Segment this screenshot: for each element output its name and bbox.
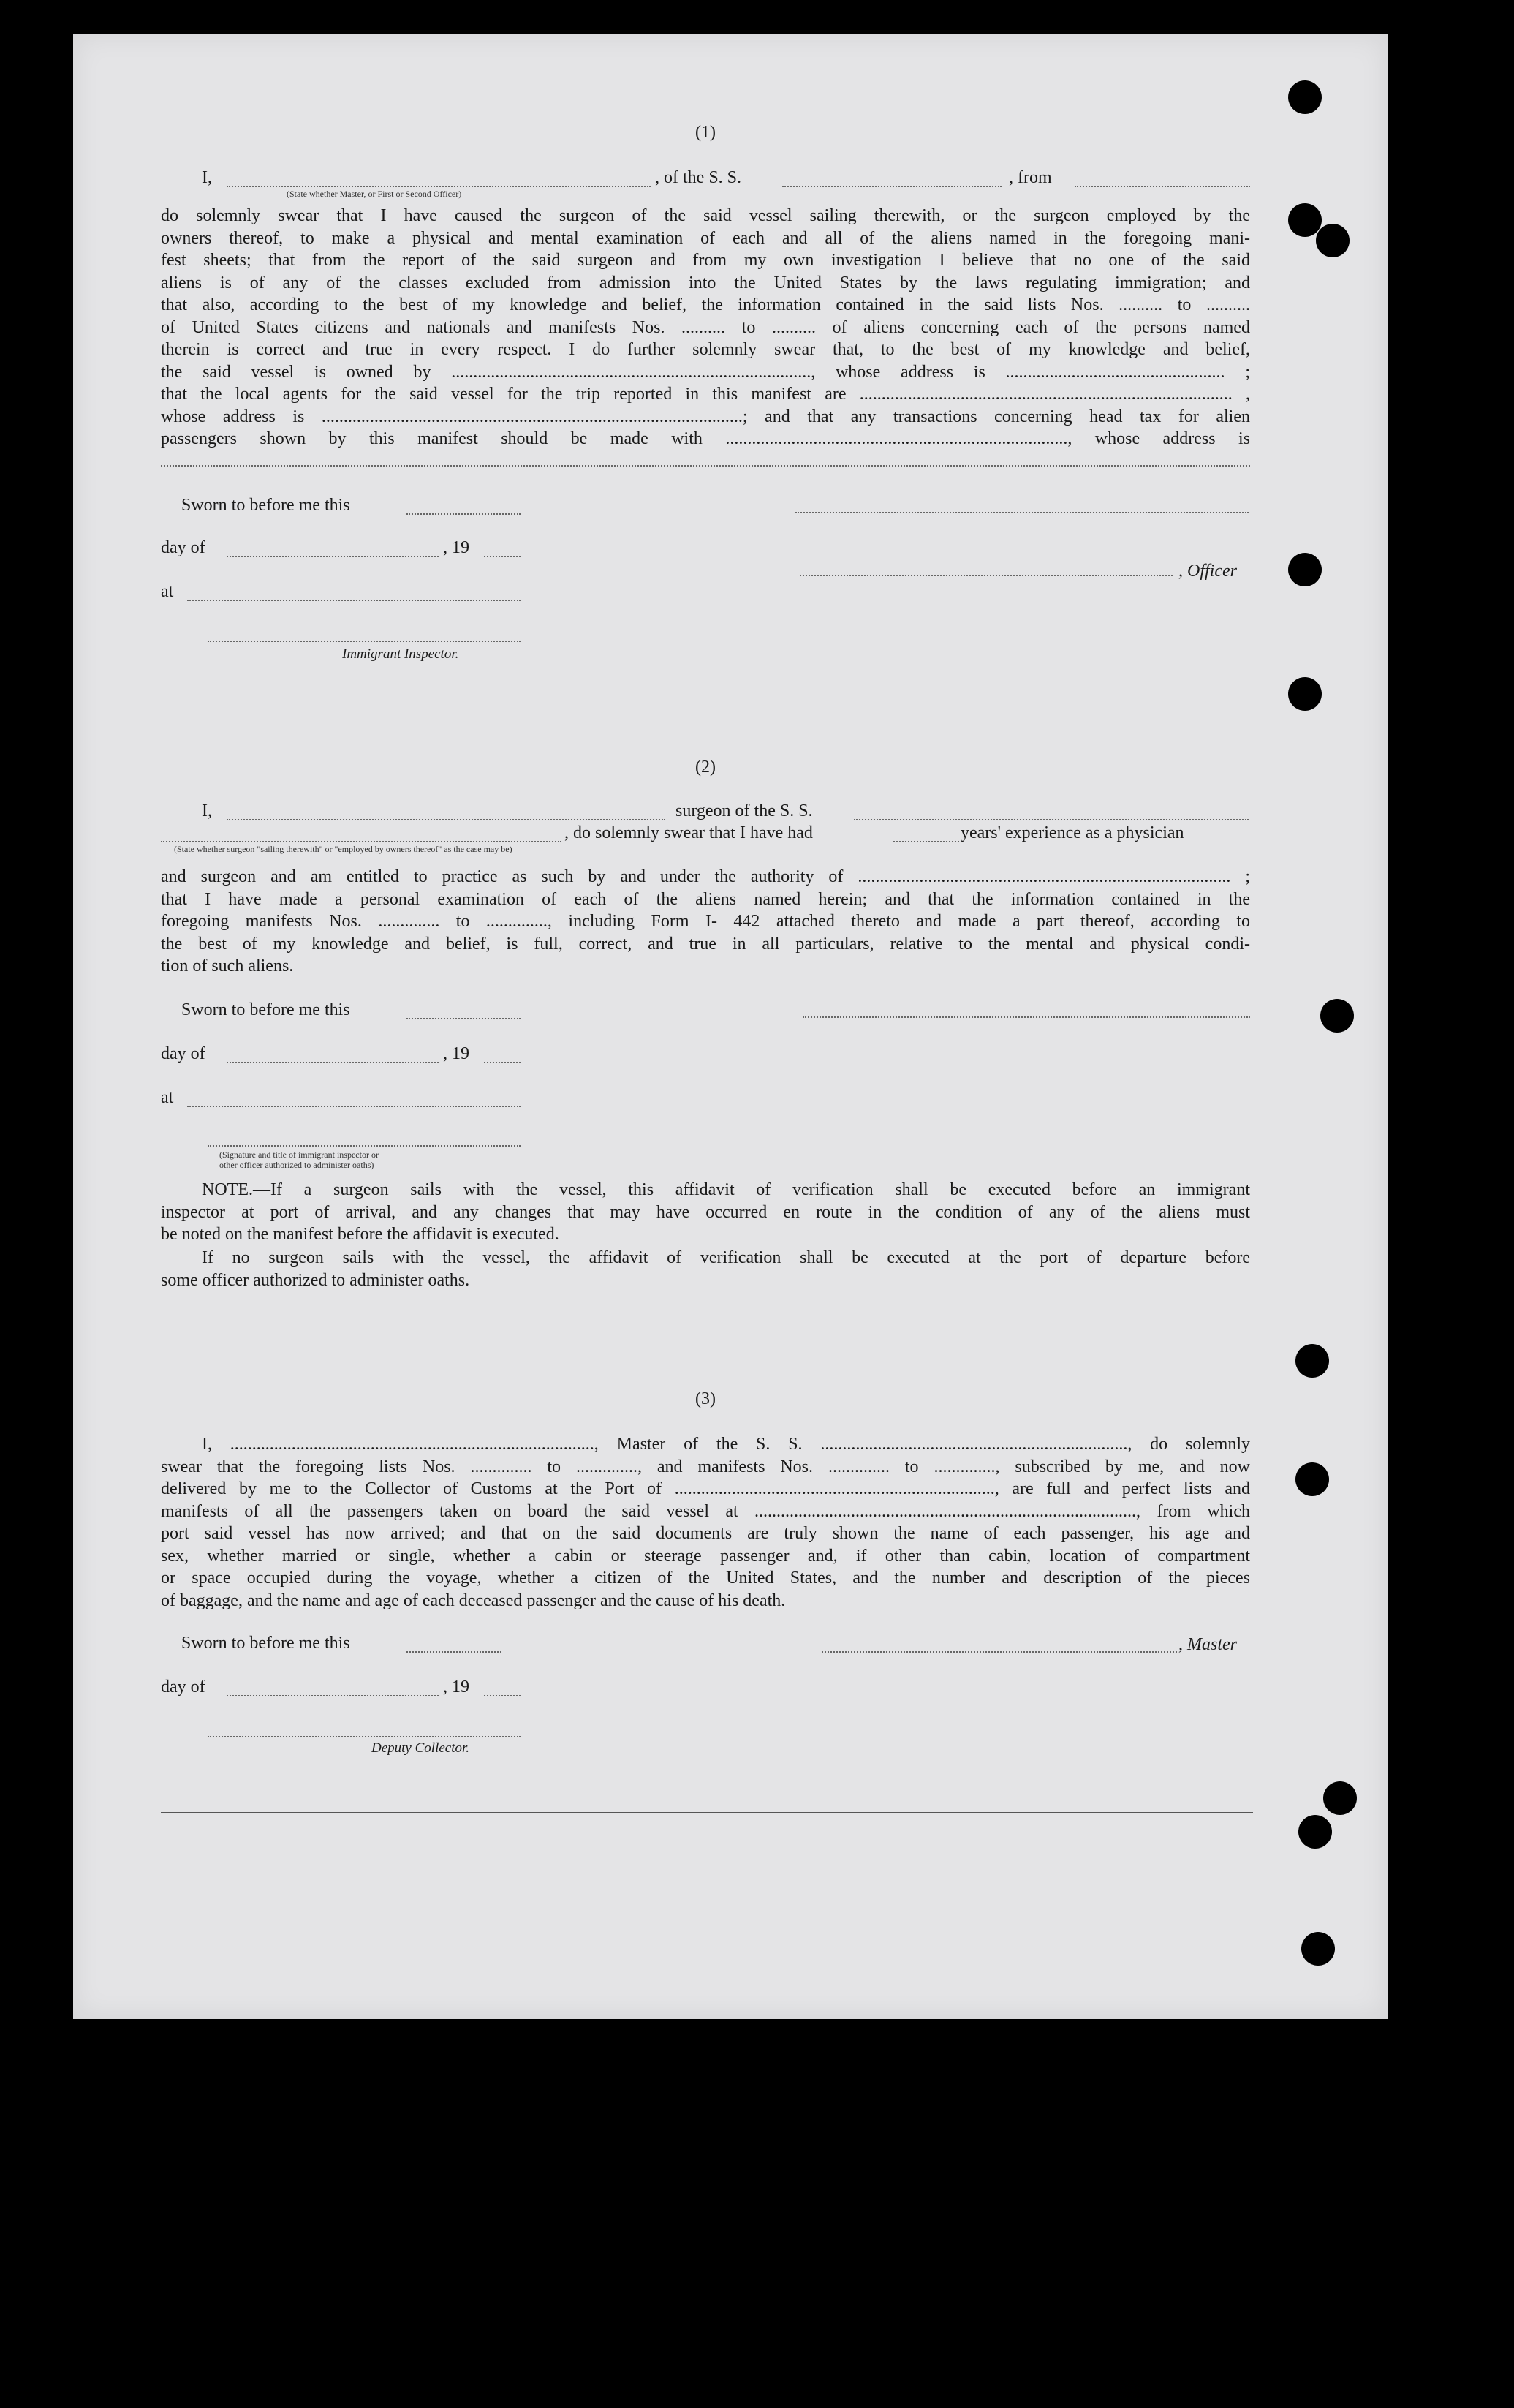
blank-field bbox=[161, 841, 561, 842]
section1-line: therein is correct and true in every respect. I do further solemnly swear that, to the best of my knowledge and belief, bbox=[161, 340, 1250, 359]
section2-line: foregoing manifests Nos. .............. to .............., including Form I- 442 attached thereto and made a part thereof, according to bbox=[161, 912, 1250, 931]
at-label: at bbox=[161, 1088, 174, 1107]
section-number: (2) bbox=[695, 758, 716, 777]
sworn-label: Sworn to before me this bbox=[181, 1634, 350, 1653]
section1-line: passengers shown by this manifest should be made with .............................................................................., whose address is bbox=[161, 429, 1250, 448]
section1-line: owners thereof, to make a physical and mental examination of each and all of the aliens named in the foregoing mani- bbox=[161, 228, 1250, 248]
punch-hole bbox=[1320, 999, 1354, 1033]
section-number: (1) bbox=[695, 123, 716, 142]
year-label: , 19 bbox=[443, 538, 469, 557]
field-caption: (State whether Master, or First or Second Officer) bbox=[287, 189, 462, 199]
note-line: be noted on the manifest before the affidavit is executed. bbox=[161, 1225, 559, 1244]
sworn-label: Sworn to before me this bbox=[181, 1000, 350, 1019]
section2-surgeon-label: surgeon of the S. S. bbox=[675, 801, 813, 820]
blank-field bbox=[484, 1695, 521, 1696]
section3-line: of baggage, and the name and age of each deceased passenger and the cause of his death. bbox=[161, 1590, 786, 1610]
section2-line: and surgeon and am entitled to practice as such by and under the authority of ..................................................................................... ; bbox=[161, 867, 1250, 886]
signature-line bbox=[208, 1145, 521, 1147]
punch-hole bbox=[1288, 203, 1322, 237]
signature-line bbox=[800, 575, 1173, 576]
blank-field bbox=[227, 1062, 439, 1063]
section1-line: whose address is ................................................................................................; and that any transactions concerning head tax for alien bbox=[161, 407, 1250, 426]
blank-field bbox=[187, 600, 521, 601]
section2-line: tion of such aliens. bbox=[161, 956, 294, 975]
note-line: If no surgeon sails with the vessel, the affidavit of verification shall be executed at the port of departure before bbox=[202, 1248, 1250, 1267]
section1-line: the said vessel is owned by .................................................................................., whose address is .................................................. ; bbox=[161, 362, 1250, 382]
punch-hole bbox=[1288, 677, 1322, 711]
section1-line: of United States citizens and nationals and manifests Nos. .......... to .......... of aliens concerning each of the persons named bbox=[161, 317, 1250, 337]
blank-field bbox=[187, 1106, 521, 1107]
sworn-label: Sworn to before me this bbox=[181, 496, 350, 515]
blank-field bbox=[782, 186, 1002, 187]
blank-field bbox=[484, 1062, 521, 1063]
bottom-rule bbox=[161, 1812, 1253, 1813]
note-line: NOTE.—If a surgeon sails with the vessel, this affidavit of verification shall be executed before an immigrant bbox=[202, 1180, 1250, 1199]
day-of-label: day of bbox=[161, 538, 205, 557]
section1-line: do solemnly swear that I have caused the surgeon of the said vessel sailing therewith, or the surgeon employed by the bbox=[161, 206, 1250, 225]
immigrant-inspector-label: Immigrant Inspector. bbox=[342, 646, 459, 662]
section2-line: the best of my knowledge and belief, is full, correct, and true in all particulars, relative to the mental and physical condi- bbox=[161, 934, 1250, 954]
section1-line: that the local agents for the said vessel for the trip reported in this manifest are ..................................................................................... , bbox=[161, 385, 1250, 404]
section1-line: fest sheets; that from the report of the said surgeon and from my own investigation I believe that no one of the said bbox=[161, 251, 1250, 270]
section1-line: that also, according to the best of my knowledge and belief, the information contained in the said lists Nos. .......... to .......... bbox=[161, 295, 1250, 314]
blank-field bbox=[795, 512, 1249, 513]
blank-field bbox=[161, 465, 1250, 467]
blank-field bbox=[406, 513, 521, 515]
section2-years-label: years' experience as a physician bbox=[961, 823, 1184, 842]
section3-line: port said vessel has now arrived; and that on the said documents are truly shown the name of each passenger, his age and bbox=[161, 1524, 1250, 1543]
punch-hole bbox=[1316, 224, 1350, 257]
section2-i-label: I, bbox=[202, 801, 212, 820]
blank-field bbox=[406, 1018, 521, 1019]
signature-line bbox=[208, 1736, 521, 1737]
punch-hole bbox=[1295, 1344, 1329, 1378]
officer-label: , Officer bbox=[1178, 562, 1237, 581]
section2-swear-label: , do solemnly swear that I have had bbox=[564, 823, 813, 842]
section2-line: that I have made a personal examination of each of the aliens named herein; and that the information contained in the bbox=[161, 889, 1250, 909]
day-of-label: day of bbox=[161, 1677, 205, 1696]
punch-hole bbox=[1288, 553, 1322, 586]
signature-line bbox=[822, 1651, 1177, 1653]
blank-field bbox=[227, 819, 665, 820]
section1-line: aliens is of any of the classes excluded from admission into the United States by the laws regulating immigration; and bbox=[161, 273, 1250, 292]
section3-line: or space occupied during the voyage, whether a citizen of the United States, and the number and description of the pieces bbox=[161, 1569, 1250, 1588]
master-label: , Master bbox=[1178, 1635, 1237, 1654]
punch-hole bbox=[1298, 1815, 1332, 1849]
signature-caption: other officer authorized to administer oaths) bbox=[219, 1160, 374, 1170]
blank-field bbox=[227, 1695, 439, 1696]
blank-field bbox=[484, 556, 521, 557]
section-number: (3) bbox=[695, 1389, 716, 1408]
blank-field bbox=[406, 1651, 501, 1653]
field-caption: (State whether surgeon "sailing therewith" or "employed by owners thereof" as the case may be) bbox=[174, 844, 512, 854]
punch-hole bbox=[1301, 1932, 1335, 1966]
signature-line bbox=[208, 641, 521, 642]
deputy-collector-label: Deputy Collector. bbox=[371, 1740, 470, 1756]
section3-line: sex, whether married or single, whether a cabin or steerage passenger and, if other than cabin, location of compartment bbox=[161, 1546, 1250, 1566]
punch-hole bbox=[1323, 1781, 1357, 1815]
at-label: at bbox=[161, 582, 174, 601]
day-of-label: day of bbox=[161, 1044, 205, 1063]
section3-line: manifests of all the passengers taken on board the said vessel at ......................................................................................., from which bbox=[161, 1501, 1250, 1521]
blank-field bbox=[227, 556, 439, 557]
signature-caption: (Signature and title of immigrant inspector or bbox=[219, 1150, 379, 1160]
section1-i-label: I, bbox=[202, 168, 212, 187]
year-label: , 19 bbox=[443, 1044, 469, 1063]
section3-line: I, ..................................................................................., Master of the S. S. ......................................................................, do solemnly bbox=[202, 1435, 1250, 1454]
note-line: some officer authorized to administer oaths. bbox=[161, 1270, 470, 1290]
note-line: inspector at port of arrival, and any changes that may have occurred en route in the condition of any of the aliens must bbox=[161, 1202, 1250, 1222]
punch-hole bbox=[1288, 80, 1322, 114]
year-label: , 19 bbox=[443, 1677, 469, 1696]
section3-line: swear that the foregoing lists Nos. .............. to .............., and manifests Nos. .............. to .............., subscribed by me, and now bbox=[161, 1457, 1250, 1476]
blank-field bbox=[893, 841, 959, 842]
section3-line: delivered by me to the Collector of Customs at the Port of ........................................................................., are full and perfect lists and bbox=[161, 1479, 1250, 1498]
signature-line bbox=[803, 1016, 1250, 1018]
blank-field bbox=[1075, 186, 1250, 187]
blank-field bbox=[227, 186, 651, 187]
blank-field bbox=[854, 819, 1249, 820]
section1-from-label: , from bbox=[1009, 168, 1052, 187]
punch-hole bbox=[1295, 1462, 1329, 1496]
section1-ofss-label: , of the S. S. bbox=[655, 168, 742, 187]
